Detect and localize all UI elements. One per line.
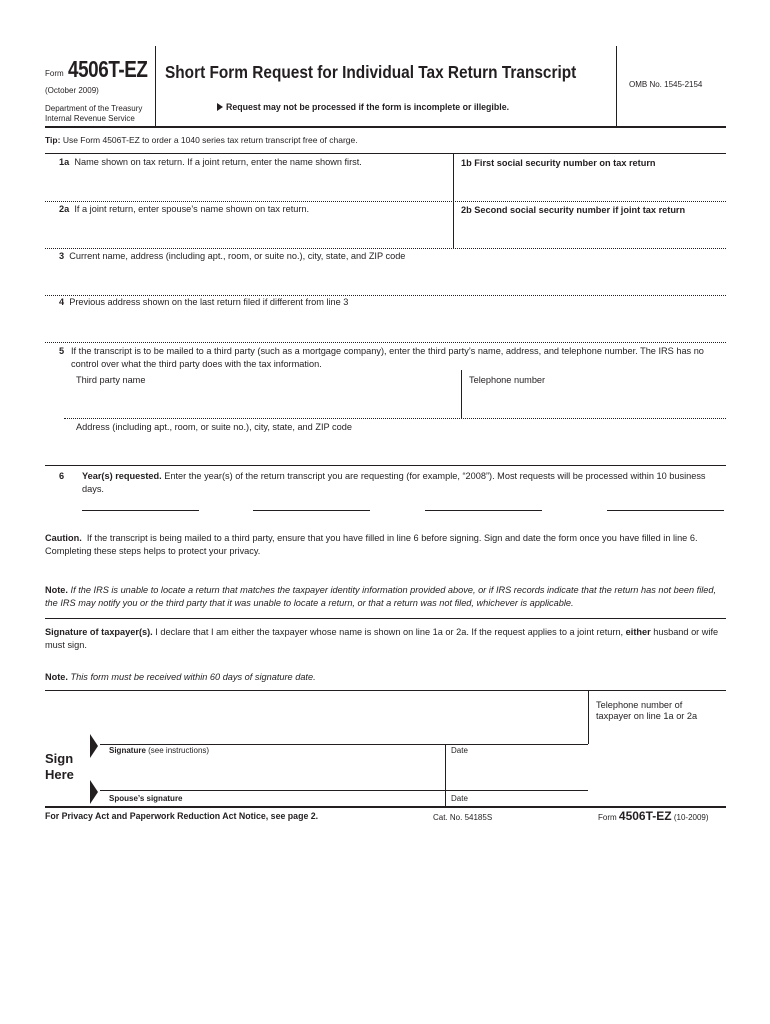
- third-party-name-field[interactable]: [64, 388, 458, 416]
- tip: Tip: Use Form 4506T-EZ to order a 1040 series tax return transcript free of charge.: [45, 135, 358, 145]
- form-number: 4506T-EZ: [68, 56, 148, 82]
- line-1-rule: [45, 201, 726, 202]
- footer-rule: [45, 806, 726, 808]
- line-2-rule: [45, 248, 726, 249]
- year-field-1[interactable]: [82, 510, 199, 511]
- phone-divider: [588, 690, 589, 744]
- signature-label: Signature (see instructions): [109, 746, 210, 755]
- receipt-note: Note. This form must be received within 60 days of signature date.: [45, 672, 316, 682]
- ssn-field-2[interactable]: [456, 217, 724, 246]
- line-5-text: If the transcript is to be mailed to a third party (such as a mortgage company), enter the third party’s name, address, and telephone number. The IRS has no control over what the third party does with the tax information.: [71, 346, 704, 369]
- telephone-label: Telephone number: [469, 375, 546, 385]
- form-title: Short Form Request for Individual Tax Return Transcript: [165, 62, 577, 82]
- line-3-label: 3 Current name, address (including apt., room, or suite no.), city, state, and ZIP code: [59, 251, 406, 261]
- previous-address-field[interactable]: [45, 310, 724, 340]
- year-field-3[interactable]: [425, 510, 542, 511]
- date-label-2: Date: [451, 794, 468, 803]
- processing-notice: Request may not be processed if the form is incomplete or illegible.: [217, 102, 509, 112]
- third-party-name-label: Third party name: [76, 375, 146, 385]
- form-revision: (October 2009): [45, 86, 99, 95]
- taxpayer-date-field[interactable]: [449, 757, 584, 787]
- line-4-rule: [45, 342, 726, 343]
- sign-here-line-2: Here: [45, 767, 74, 782]
- header-rule: [45, 126, 726, 128]
- signature-declaration: Signature of taxpayer(s). I declare that I am either the taxpayer whose name is shown on line 1a or 2a. If the request applies to a joint return, either husband or wife must sign.: [45, 627, 719, 650]
- omb-number: OMB No. 1545-2154: [629, 80, 703, 89]
- line-4-label: 4 Previous address shown on the last return filed if different from line 3: [59, 297, 349, 307]
- line-6-text: Year(s) requested. Enter the year(s) of the return transcript you are requesting (for example, “2008”). Most requests will be processed within 10 business days.: [82, 471, 706, 494]
- spouse-line: [100, 790, 588, 791]
- third-party-address-label: Address (including apt., room, or suite no.), city, state, and ZIP code: [76, 422, 352, 432]
- note-text: Note. If the IRS is unable to locate a return that matches the taxpayer identity information provided above, or if IRS records indicate that the return has not been filed, the IRS may notify you or the third party that it was unable to locate a return, or that a return was not filed, whichever is applicable.: [45, 585, 717, 608]
- current-address-field[interactable]: [45, 264, 724, 293]
- catalog-number: Cat. No. 54185S: [433, 813, 493, 822]
- line-2b-label: 2b Second social security number if joint tax return: [461, 205, 686, 215]
- footer-form-id: Form 4506T-EZ (10-2009): [598, 809, 709, 823]
- line-6-number: 6: [59, 471, 65, 481]
- spouse-arrow-icon: [90, 780, 98, 804]
- year-field-4[interactable]: [607, 510, 724, 511]
- line-5-inner-rule: [64, 418, 726, 419]
- spouse-name-field[interactable]: [45, 217, 449, 246]
- header-divider-left: [155, 46, 156, 126]
- ssn-field-1[interactable]: [456, 170, 724, 200]
- sign-arrow-icon: [90, 734, 98, 758]
- taxpayer-phone-field[interactable]: [592, 723, 724, 743]
- signature-line: [100, 744, 588, 745]
- taxpayer-signature-field[interactable]: [105, 757, 441, 787]
- note-2-rule: [45, 690, 726, 691]
- sign-here-line-1: Sign: [45, 751, 74, 766]
- line-3-rule: [45, 295, 726, 296]
- phone-label-line-1: Telephone number of: [596, 700, 683, 710]
- date-label-1: Date: [451, 746, 468, 755]
- third-party-phone-field[interactable]: [464, 388, 724, 416]
- department-name: Department of the Treasury: [45, 104, 143, 113]
- line-5-rule: [45, 465, 726, 466]
- tip-rule: [45, 153, 726, 154]
- privacy-notice: For Privacy Act and Paperwork Reduction Act Notice, see page 2.: [45, 811, 319, 821]
- signature-date-divider: [445, 744, 446, 806]
- line-1a-label: 1a Name shown on tax return. If a joint return, enter the name shown first.: [59, 157, 362, 167]
- caution-text: Caution. If the transcript is being mailed to a third party, ensure that you have filled in line 6 before signing. Sign and date the form once you have filled in line 6. Completing these steps helps to protect your privacy.: [45, 533, 698, 556]
- year-field-2[interactable]: [253, 510, 370, 511]
- line-2a-label: 2a If a joint return, enter spouse’s name shown on tax return.: [59, 204, 310, 214]
- header-divider-right: [616, 46, 617, 126]
- note-rule: [45, 618, 726, 619]
- line-1b-label: 1b First social security number on tax return: [461, 158, 656, 168]
- irs-name: Internal Revenue Service: [45, 114, 135, 123]
- phone-label-line-2: taxpayer on line 1a or 2a: [596, 711, 698, 721]
- play-arrow-icon: [217, 103, 223, 111]
- spouse-signature-label: Spouse’s signature: [109, 794, 183, 803]
- line-5-divider: [461, 370, 462, 418]
- line-5-number: 5: [59, 346, 65, 356]
- form-word: Form: [45, 69, 64, 78]
- name-field[interactable]: [45, 170, 449, 200]
- third-party-address-field[interactable]: [64, 435, 724, 463]
